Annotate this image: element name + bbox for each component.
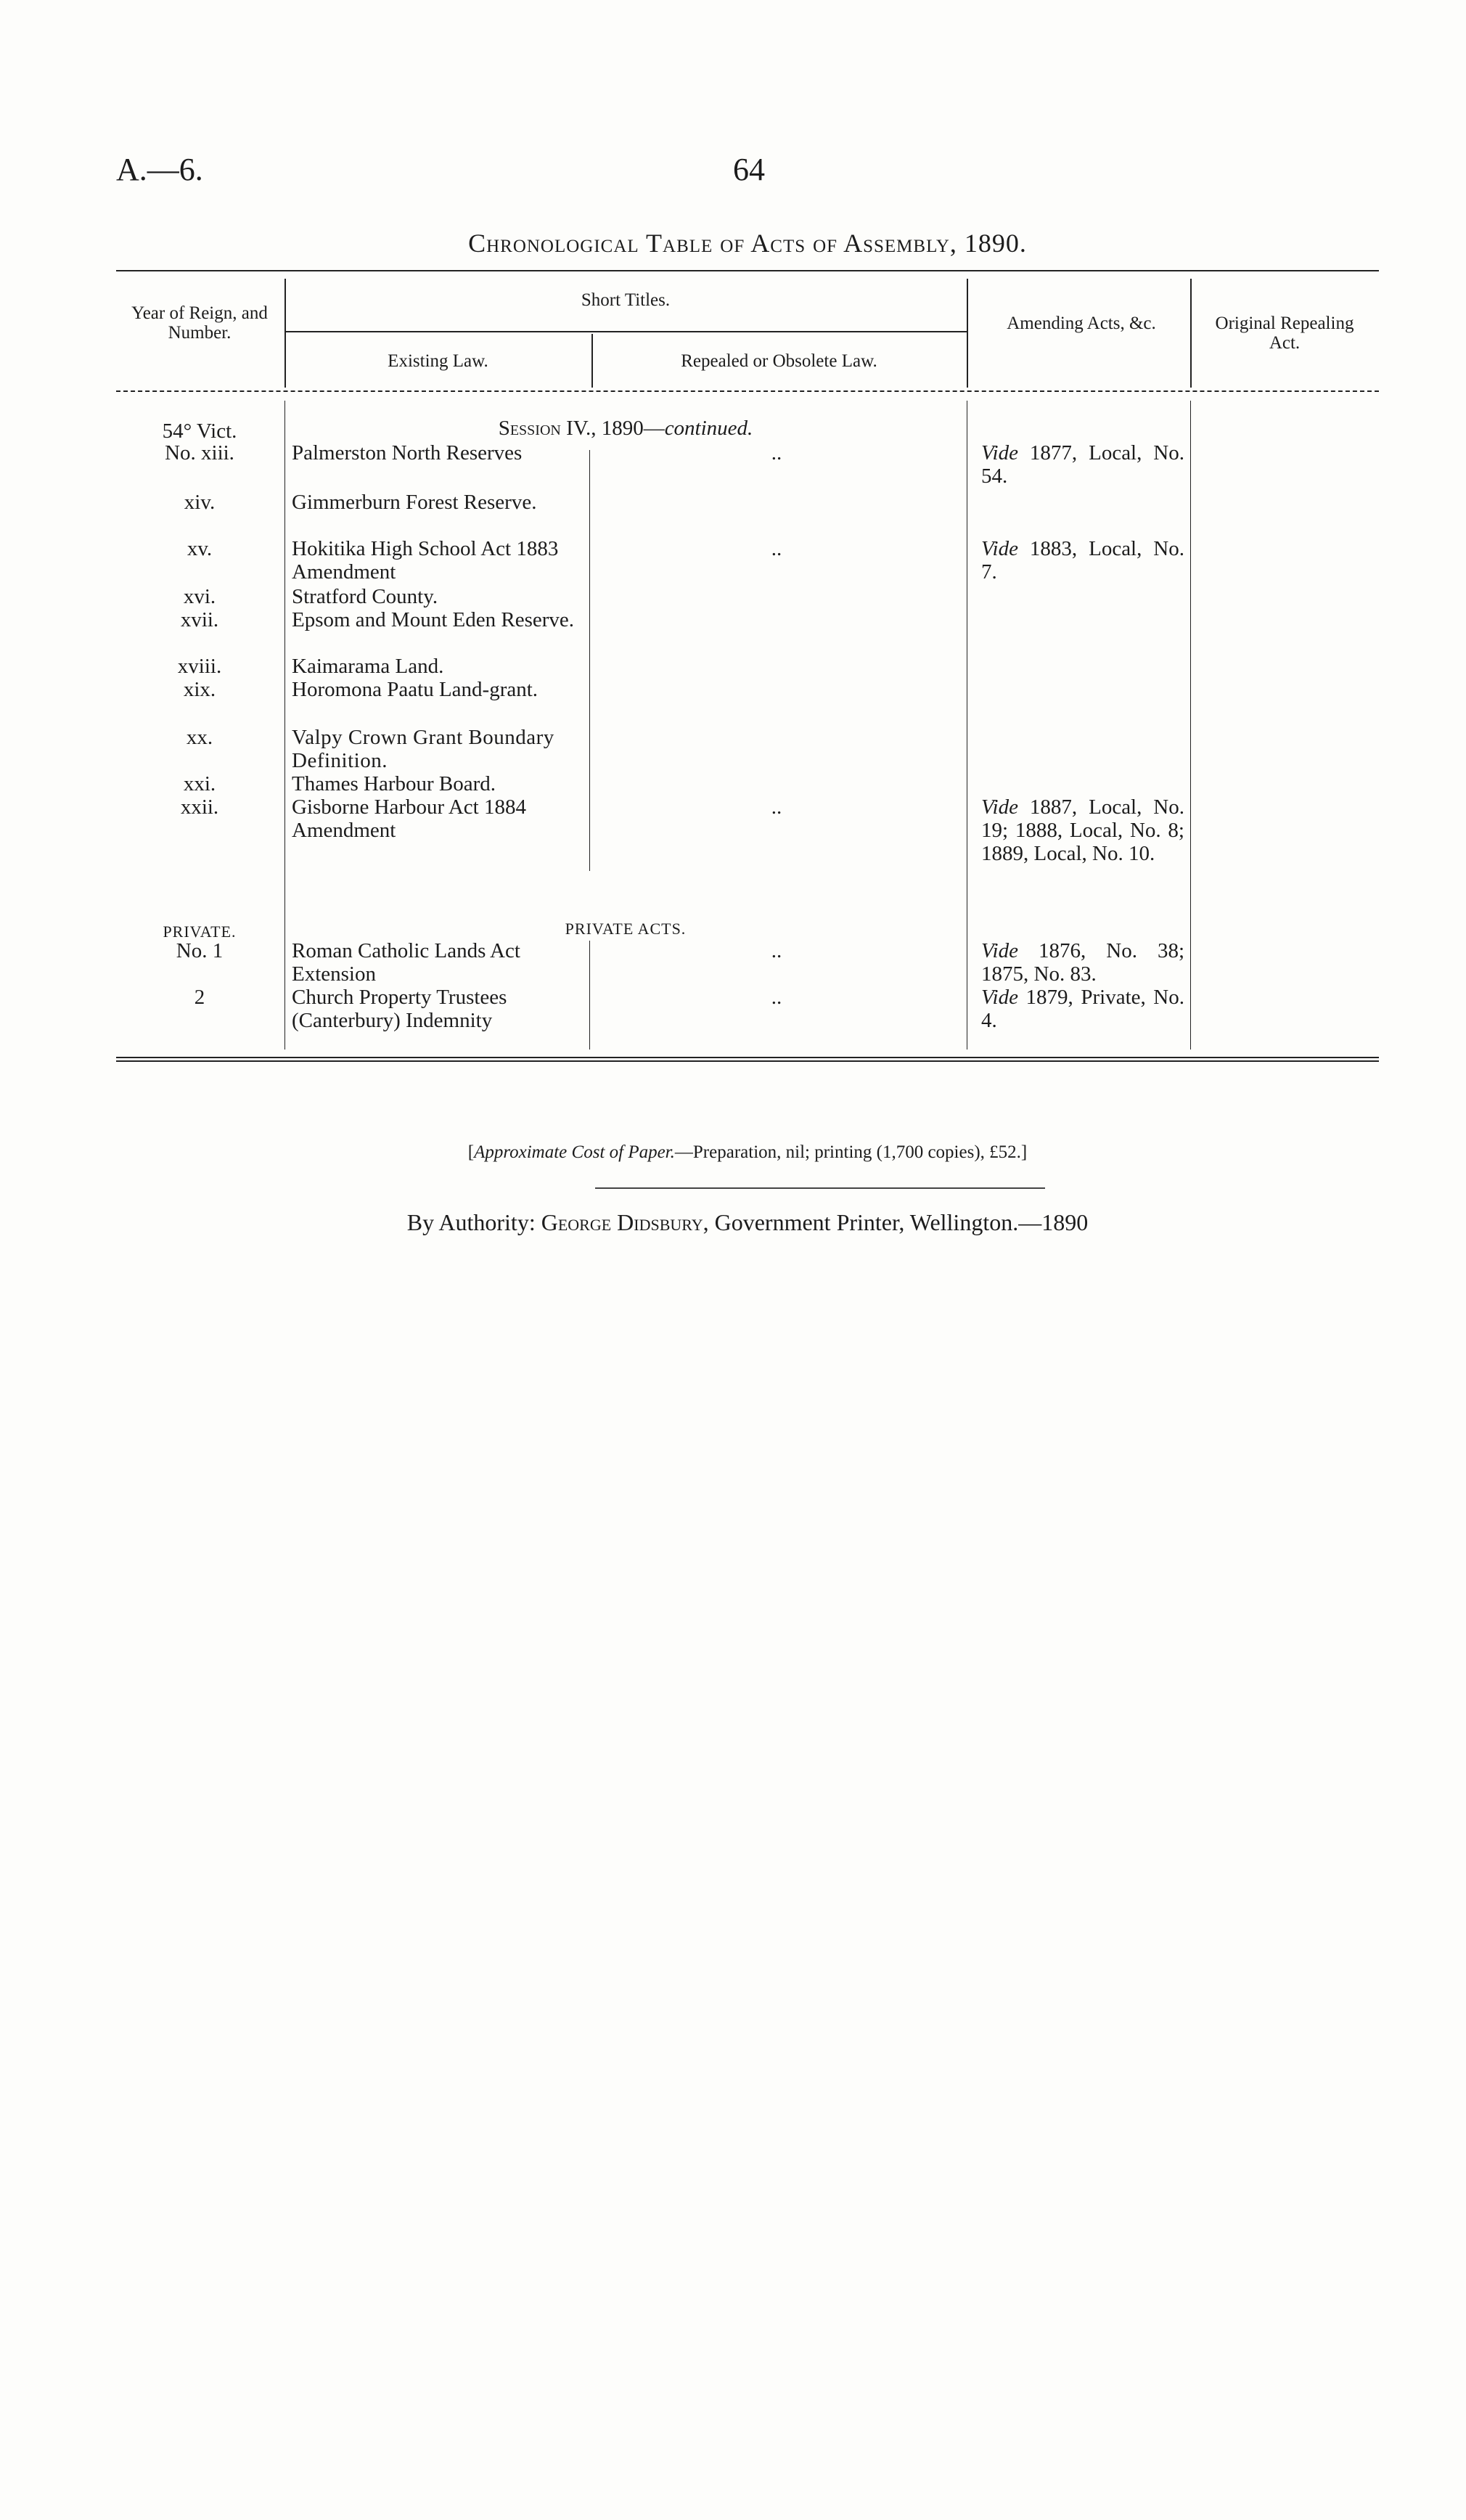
row-repealed-law: .. (771, 939, 782, 962)
header-bottom-rule (116, 390, 1379, 392)
row-number: No. xiii. (165, 441, 234, 465)
row-existing-law: Gisborne Harbour Act 1884 Amendment (292, 795, 526, 842)
row-number: xxii. (180, 795, 219, 819)
body-divider-1 (284, 401, 285, 1050)
col-header-amending-acts: Amending Acts, &c. (1007, 314, 1156, 333)
row-amending-acts (981, 986, 1184, 1032)
session-heading (284, 417, 967, 440)
amending-ref: 1879, Private, No. 4. (981, 986, 1184, 1032)
session-heading-year: , 1890— (591, 417, 665, 440)
row-repealed-law: .. (771, 986, 782, 1009)
row-existing-law: Hokitika High School Act 1883 Amendment (292, 537, 559, 584)
short-titles-rule (284, 331, 967, 332)
col-header-original-repealing: Original Repealing Act. (1215, 314, 1354, 353)
row-repealed-law: .. (771, 795, 782, 819)
row-repealed-law: .. (771, 441, 782, 465)
page-title: Chronological Table of Acts of Assembly, 1890. (468, 229, 1027, 258)
vide-label: Vide (981, 441, 1018, 465)
row-amending-acts (981, 795, 1184, 865)
col-header-repealed-law: Repealed or Obsolete Law. (681, 351, 877, 371)
row-existing-law: Roman Catholic Lands Act Extension (292, 939, 520, 986)
cost-note-italic: Approximate Cost of Paper. (474, 1142, 675, 1162)
document-reference: A.—6. (116, 152, 203, 187)
col-header-year-reign: Year of Reign, and Number. (131, 303, 268, 343)
row-repealed-law: .. (771, 537, 782, 560)
row-number: xviii. (177, 655, 222, 678)
body-divider-4 (1190, 401, 1191, 1050)
row-number: xv. (187, 537, 213, 560)
row-number: xx. (186, 726, 213, 749)
row-existing-law: Gimmerburn Forest Reserve. (292, 491, 537, 514)
amending-ref: 1887, Local, No. 19; 1888, Local, No. 8; 1889, Local, No. 10. (981, 795, 1184, 865)
row-existing-law: Thames Harbour Board. (292, 772, 496, 795)
row-number: xvi. (183, 585, 216, 608)
row-existing-law: Kaimarama Land. (292, 655, 444, 678)
row-number: xiv. (184, 491, 216, 514)
row-amending-acts (981, 939, 1184, 986)
amending-ref: 1877, Local, No. 54. (981, 441, 1184, 488)
vide-label: Vide (981, 986, 1018, 1009)
row-existing-law: Epsom and Mount Eden Reserve. (292, 608, 575, 631)
footer-rule (595, 1187, 1045, 1189)
row-number: xvii. (180, 608, 219, 631)
session-heading-italic: continued. (664, 417, 753, 440)
private-acts-heading: PRIVATE ACTS. (565, 920, 687, 938)
row-existing-law: Valpy Crown Grant Boundary Definition. (292, 726, 554, 772)
col-header-existing-law: Existing Law. (388, 351, 488, 371)
row-number: No. 1 (176, 939, 224, 962)
row-amending-acts (981, 537, 1184, 584)
row-number: 2 (194, 986, 205, 1009)
amending-ref: 1876, No. 38; 1875, No. 83. (981, 939, 1184, 986)
vide-label: Vide (981, 537, 1018, 560)
table-bottom-rule (116, 1057, 1379, 1058)
imprint-prefix: By Authority: (406, 1209, 541, 1235)
col-header-short-titles: Short Titles. (581, 290, 671, 310)
row-number: xix. (183, 678, 216, 701)
row-amending-acts (981, 441, 1184, 488)
vide-label: Vide (981, 795, 1018, 819)
printer-imprint (116, 1209, 1379, 1236)
row-existing-law: Stratford County. (292, 585, 438, 608)
cost-note-text: —Preparation, nil; printing (1,700 copies), £52. (674, 1142, 1021, 1162)
private-label: PRIVATE. (163, 922, 237, 941)
row-existing-law: Horomona Paatu Land-grant. (292, 678, 539, 701)
body-divider-2 (589, 450, 590, 871)
col-divider-3 (967, 279, 968, 388)
page-number: 64 (733, 152, 765, 187)
body-divider-2b (589, 941, 590, 1050)
table-top-rule (116, 270, 1379, 271)
cost-note: [Approximate Cost of Paper.—Preparation, nil; printing (1,700 copies), £52.] (467, 1142, 1028, 1162)
amending-ref: 1883, Local, No. 7. (981, 537, 1184, 584)
row-existing-law: Church Property Trustees (Canterbury) Indemnity (292, 986, 507, 1032)
reign-label: 54° Vict. (162, 420, 237, 443)
col-divider-4 (1190, 279, 1192, 388)
row-number: xxi. (183, 772, 216, 795)
table-bottom-rule-2 (116, 1060, 1379, 1062)
printer-name: George Didsbury (541, 1209, 703, 1235)
session-heading-caps: Session IV. (498, 417, 591, 440)
vide-label: Vide (981, 939, 1018, 962)
imprint-suffix: , Government Printer, Wellington.—1890 (703, 1209, 1089, 1235)
row-existing-law: Palmerston North Reserves (292, 441, 523, 465)
